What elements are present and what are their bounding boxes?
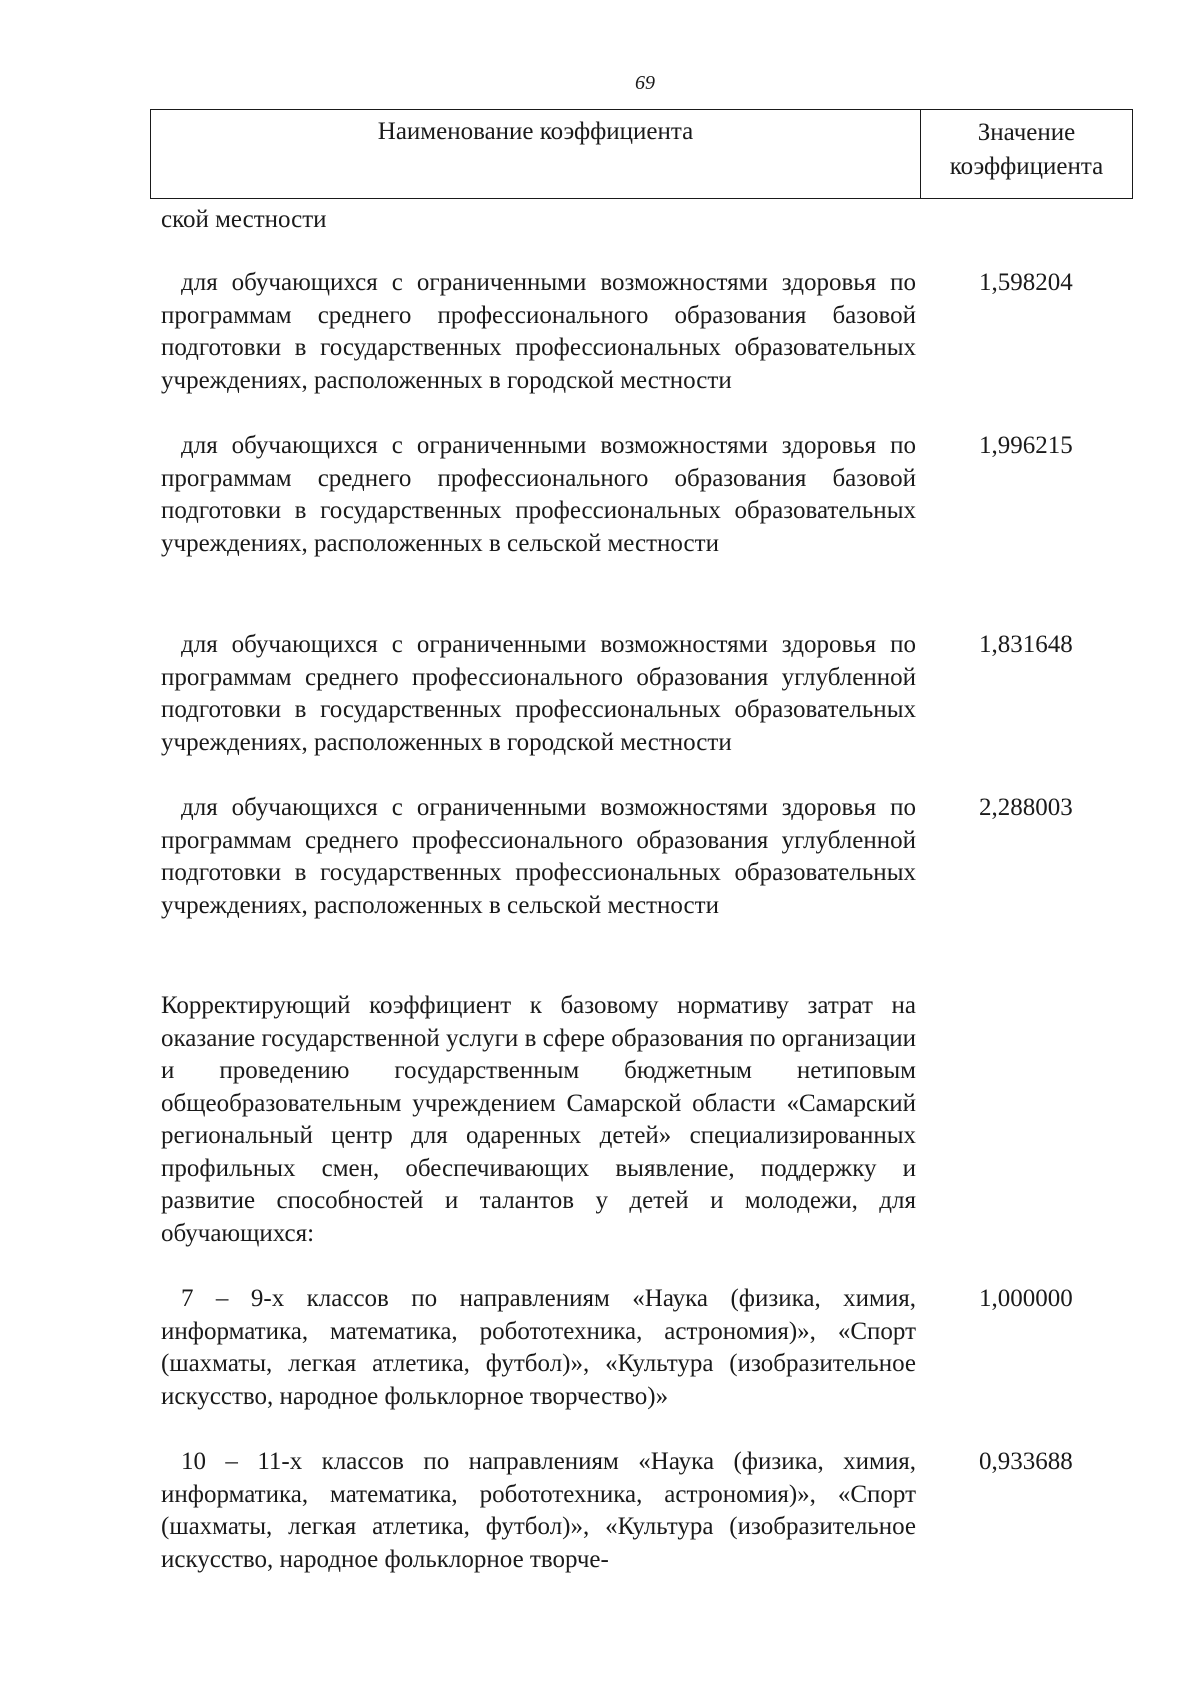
row-value: 1,831648	[979, 631, 1073, 658]
row-value: 1,996215	[979, 432, 1073, 459]
row-text: 7 – 9-х классов по направлениям «Наука (физика, химия, информатика, математика, робототехника, астрономия)», «Спорт (шахматы, легкая атлетика, футбол)», «Культура (изобразительное искусство, народное фольклорное творчество)»	[161, 1285, 916, 1410]
row-text: для обучающихся с ограниченными возможностями здоровья по программам среднего профессионального образования базовой подготовки в государственных профессиональных образовательных учреждениях, расположенных в городской местности	[161, 269, 916, 394]
row-value: 2,288003	[979, 794, 1073, 821]
page-number: 69	[635, 72, 655, 94]
row-value: 1,598204	[979, 269, 1073, 296]
row-text: для обучающихся с ограниченными возможностями здоровья по программам среднего профессионального образования базовой подготовки в государственных профессиональных образовательных учреждениях, расположенных в сельской местности	[161, 432, 916, 557]
continuation-text: ской местности	[161, 206, 327, 233]
column-header-name: Наименование коэффициента	[151, 110, 921, 198]
table-header	[150, 109, 1133, 199]
row-text: 10 – 11-х классов по направлениям «Наука (физика, химия, информатика, математика, робототехника, астрономия)», «Спорт (шахматы, легкая атлетика, футбол)», «Культура (изобразительное искусство, народное фольклорное творче-	[161, 1448, 916, 1573]
row-text: для обучающихся с ограниченными возможностями здоровья по программам среднего профессионального образования углубленной подготовки в государственных профессиональных образовательных учреждениях, расположенных в городской местности	[161, 631, 916, 756]
row-value: 0,933688	[979, 1448, 1073, 1475]
row-value: 1,000000	[979, 1285, 1073, 1312]
row-text: для обучающихся с ограниченными возможностями здоровья по программам среднего профессионального образования углубленной подготовки в государственных профессиональных образовательных учреждениях, расположенных в сельской местности	[161, 794, 916, 919]
section-heading: Корректирующий коэффициент к базовому нормативу затрат на оказание государственной услуги в сфере образования по организации и проведению государственным бюджетным нетиповым общеобразовательным учреждением Самарской области «Самарский региональный центр для одаренных детей» специализированных профильных смен, обеспечивающих выявление, поддержку и развитие способностей и талантов у детей и молодежи, для обучающихся:	[161, 992, 916, 1247]
column-header-value: Значение коэффициента	[949, 119, 1104, 180]
